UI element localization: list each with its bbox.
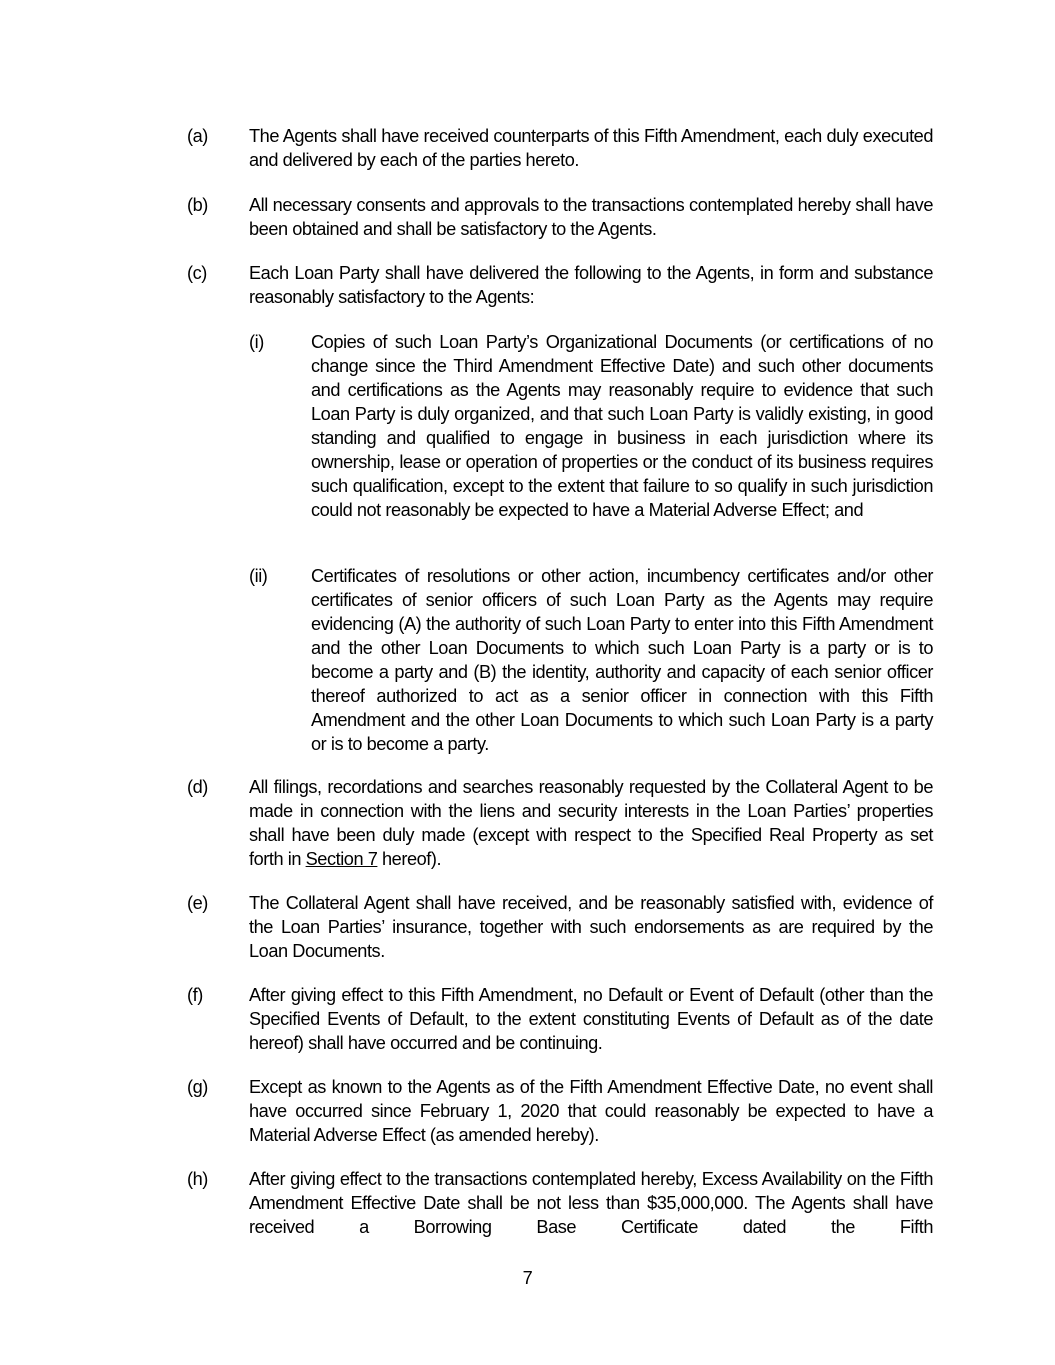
- clause-text-after: hereof).: [377, 849, 442, 869]
- clause-label: (a): [187, 126, 208, 146]
- clause-label: (g): [187, 1077, 208, 1097]
- clause-text-before: All filings, recordations and searches reasonably requested by the Collateral Agent to be made in connection with the liens and security interests in the Loan Parties’ properties shall have been duly made (except with respect to the Specified Real Property as set forth in: [249, 777, 933, 869]
- clause-label: (c): [187, 263, 207, 283]
- clause-text: After giving effect to this Fifth Amendment, no Default or Event of Default (other than the Specified Events of Default, to the extent constituting Events of Default as of the date hereof) shall have occurred and be continuing.: [249, 985, 933, 1053]
- clause-label: (e): [187, 893, 208, 913]
- section-reference-link: Section 7: [305, 849, 378, 869]
- subclause-label: (ii): [249, 566, 268, 586]
- subclause-text: Certificates of resolutions or other action, incumbency certificates and/or other certificates of senior officers of such Loan Party as the Agents may require evidencing (A) the authority of such Loan Party to enter into this Fifth Amendment and the other Loan Documents to which such Loan Party is a party or is to become a party and (B) the identity, authority and capacity of each senior officer thereof authorized to act as a senior officer in connection with this Fifth Amendment and the other Loan Documents to which such Loan Party is a party or is to become a party.: [311, 566, 933, 754]
- clause-label: (f): [187, 985, 203, 1005]
- page-number: 7: [522, 1268, 533, 1288]
- clause-text: Each Loan Party shall have delivered the following to the Agents, in form and substance reasonably satisfactory to the Agents:: [249, 263, 933, 307]
- clause-label: (h): [187, 1169, 208, 1189]
- clause-text: After giving effect to the transactions contemplated hereby, Excess Availability on the Fifth Amendment Effective Date shall be not less than $35,000,000. The Agents shall have received a Borrowing Base Certificate dated the Fifth: [249, 1169, 933, 1237]
- clause-text: All necessary consents and approvals to the transactions contemplated hereby shall have been obtained and shall be satisfactory to the Agents.: [249, 195, 933, 239]
- clause-label: (d): [187, 777, 208, 797]
- clause-text: The Collateral Agent shall have received, and be reasonably satisfied with, evidence of the Loan Parties’ insurance, together with such endorsements as are required by the Loan Documents.: [249, 893, 933, 961]
- clause-text: [249, 775, 933, 871]
- clause-text: The Agents shall have received counterparts of this Fifth Amendment, each duly executed and delivered by each of the parties hereto.: [249, 126, 933, 170]
- subclause-label: (i): [249, 332, 264, 352]
- subclause-text: Copies of such Loan Party’s Organizational Documents (or certifications of no change since the Third Amendment Effective Date) and such other documents and certifications as the Agents may reasonably require to evidence that such Loan Party is duly organized, and that such Loan Party is validly existing, in good standing and qualified to engage in business in each jurisdiction where its ownership, lease or operation of properties or the conduct of its business requires such qualification, except to the extent that failure to so qualify in such jurisdiction could not reasonably be expected to have a Material Adverse Effect; and: [311, 332, 933, 520]
- clause-text: Except as known to the Agents as of the Fifth Amendment Effective Date, no event shall have occurred since February 1, 2020 that could reasonably be expected to have a Material Adverse Effect (as amended hereby).: [249, 1077, 933, 1145]
- clause-label: (b): [187, 195, 208, 215]
